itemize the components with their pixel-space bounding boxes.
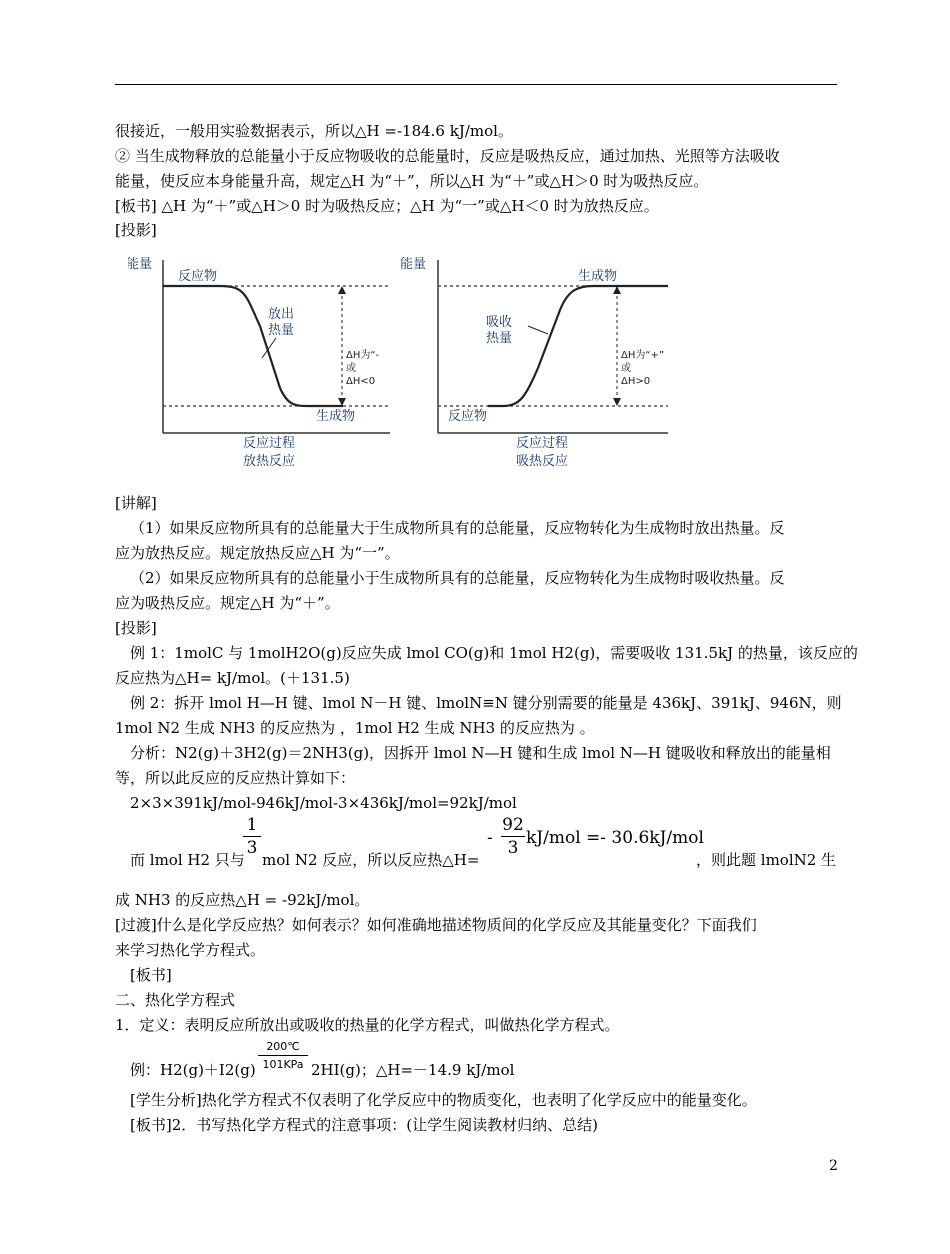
text-line: 应为放热反应。规定放热反应△H 为“一”。 — [115, 544, 400, 562]
fraction-numerator: 1 — [246, 815, 258, 835]
minus-sign: - — [487, 828, 493, 848]
heat-label: 吸收 — [486, 315, 513, 330]
text-line: [投影] — [115, 619, 157, 637]
text-line: （1）如果反应物所具有的总能量大于生成物所具有的总能量，反应物转化为生成物时放出热量。反 — [130, 519, 785, 537]
delta-h-label: ΔH>0 — [621, 376, 651, 387]
text-line: 能量，使反应本身能量升高，规定△H 为“＋”，所以△H 为“＋”或△H＞0 时为吸热反应。 — [115, 172, 709, 190]
text-line: （2）如果反应物所具有的总能量小于生成物所具有的总能量，反应物转化为生成物时吸收热量。反 — [130, 569, 785, 587]
energy-diagram-svg — [128, 248, 688, 478]
text-line: 例 1：1molC 与 1molH2O(g)反应失成 lmol CO(g)和 1mol H2(g)，需要吸收 131.5kJ 的热量，该反应的 — [130, 644, 858, 662]
text-line: 二、热化学方程式 — [115, 991, 236, 1009]
text-line: 很接近，一般用实验数据表示，所以△H =-184.6 kJ/mol。 — [115, 122, 513, 140]
reaction-condition — [258, 1040, 308, 1071]
fraction-numerator: 92 — [502, 815, 524, 835]
fraction-result: kJ/mol =- 30.6kJ/mol — [526, 828, 704, 848]
diagram-caption: 吸热反应 — [516, 454, 569, 469]
text-line: [投影] — [115, 221, 157, 239]
condition-temperature: 200℃ — [266, 1040, 300, 1053]
product-label: 生成物 — [316, 409, 356, 424]
heat-label: 放出 — [268, 307, 295, 322]
diagram-caption: 放热反应 — [243, 454, 296, 469]
text-line: 来学习热化学方程式。 — [115, 941, 266, 959]
fraction-bar — [501, 836, 525, 837]
delta-h-label: ΔH<0 — [346, 376, 376, 387]
text-line: 成 NH3 的反应热△H = -92kJ/mol。 — [115, 891, 370, 909]
fraction-one-third — [243, 815, 261, 858]
fraction-92-over-3 — [501, 815, 525, 858]
header-rule — [115, 84, 837, 85]
text-line: 例 2：拆开 lmol H—H 键、lmol N－H 键、lmolN≡N 键分别需要的能量是 436kJ、391kJ、946N，则 — [130, 694, 842, 712]
exothermic-diagram — [128, 256, 390, 469]
text-line: [过渡]什么是化学反应热？如何表示？如何准确地描述物质间的化学反应及其能量变化？下面我们 — [115, 916, 757, 934]
text-line: 等，所以此反应的反应热计算如下： — [115, 769, 356, 787]
reaction-arrow — [258, 1055, 308, 1056]
text-line: 分析：N2(g)＋3H2(g)＝2NH3(g)，因拆开 lmol N—H 键和生成 lmol N—H 键吸收和释放出的能量相 — [130, 744, 831, 762]
text-line: [板书] △H 为“＋”或△H＞0 时为吸热反应；△H 为“一”或△H＜0 时为放热反应。 — [115, 197, 659, 215]
endothermic-diagram — [400, 256, 668, 469]
text-line: ，则此题 lmolN2 生 — [696, 851, 837, 869]
delta-h-label: ΔH为“- — [346, 350, 380, 361]
text-line: ② 当生成物释放的总能量小于反应物吸收的总能量时，反应是吸热反应，通过加热、光照等方法吸收 — [115, 147, 780, 165]
fraction-denominator: 3 — [507, 838, 519, 858]
heat-label: 热量 — [486, 331, 513, 346]
text-line: [板书]2．书写热化学方程式的注意事项：(让学生阅读教材归纳、总结) — [130, 1116, 598, 1134]
delta-h-label: ΔH为“+” — [621, 350, 665, 361]
reaction-curve — [488, 286, 668, 406]
y-axis-label: 能量 — [400, 257, 427, 272]
text-line: 1mol N2 生成 NH3 的反应热为 ，1mol H2 生成 NH3 的反应热为 。 — [115, 719, 595, 737]
text-line: [学生分析]热化学方程式不仅表明了化学反应中的物质变化，也表明了化学反应中的能量变化。 — [130, 1091, 757, 1109]
fraction-denominator: 3 — [246, 838, 258, 858]
text-line: mol N2 反应，所以反应热△H= — [262, 851, 480, 869]
reactant-label: 反应物 — [448, 409, 488, 424]
y-axis-label: 能量 — [128, 257, 153, 272]
text-line: 而 lmol H2 只与 — [130, 851, 245, 869]
condition-pressure: 101KPa — [262, 1058, 304, 1071]
x-axis-label: 反应过程 — [516, 436, 569, 451]
text-line: 例：H2(g)＋I2(g) — [130, 1061, 256, 1079]
heat-label: 热量 — [268, 323, 295, 338]
text-line: 反应热为△H= kJ/mol。(＋131.5) — [115, 669, 350, 687]
energy-diagrams — [128, 248, 688, 482]
reactant-label: 反应物 — [178, 269, 218, 284]
page-number: 2 — [829, 1158, 838, 1174]
product-label: 生成物 — [578, 269, 618, 284]
text-line: [板书] — [130, 966, 172, 984]
text-line: 1．定义：表明反应所放出或吸收的热量的化学方程式，叫做热化学方程式。 — [115, 1016, 620, 1034]
reaction-curve — [163, 286, 343, 406]
text-line: 应为吸热反应。规定△H 为“＋”。 — [115, 594, 340, 612]
text-line: [讲解] — [115, 494, 157, 512]
x-axis-label: 反应过程 — [243, 436, 296, 451]
text-line: 2HI(g)；△H=－14.9 kJ/mol — [311, 1061, 515, 1079]
fraction-bar — [243, 836, 261, 837]
text-line: 2×3×391kJ/mol-946kJ/mol-3×436kJ/mol=92kJ/mol — [130, 794, 517, 812]
delta-h-label: 或 — [346, 363, 356, 374]
delta-h-label: 或 — [621, 363, 631, 374]
